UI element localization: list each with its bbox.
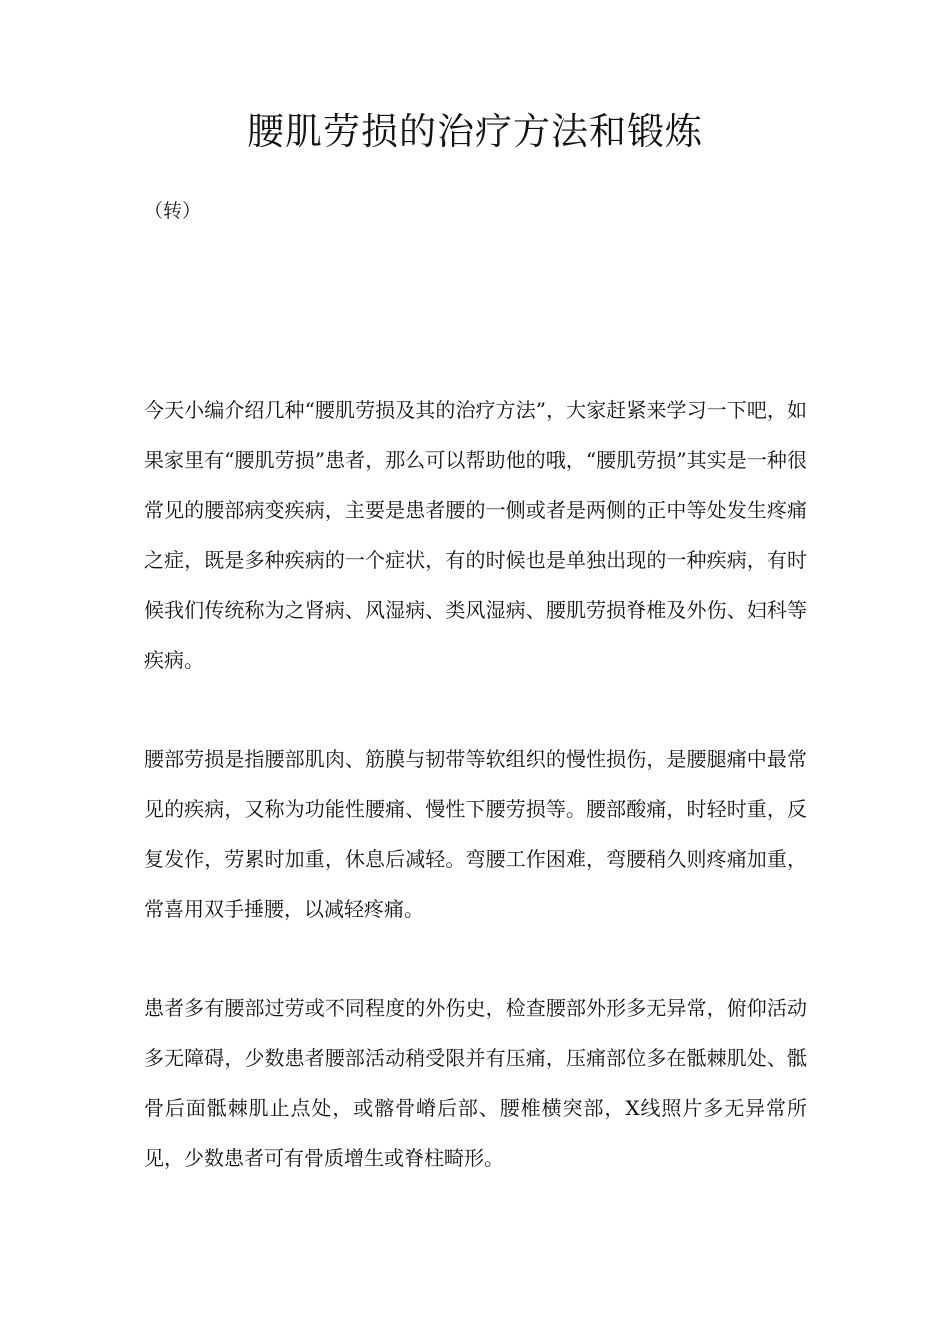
paragraph-1: 今天小编介绍几种“腰肌劳损及其的治疗方法”，大家赶紧来学习一下吧，如果家里有“腰肌劳损”患者，那么可以帮助他的哦，“腰肌劳损”其实是一种很常见的腰部病变疾病，主要是患者腰的一侧或者是两侧的正中等处发生疼痛之症，既是多种疾病的一个症状，有的时候也是单独出现的一种疾病，有时候我们传统称为之肾病、风湿病、类风湿病、腰肌劳损脊椎及外伤、妇科等疾病。 — [144, 398, 807, 672]
paragraph-2: 腰部劳损是指腰部肌肉、筋膜与韧带等软组织的慢性损伤，是腰腿痛中最常见的疾病，又称为功能性腰痛、慢性下腰劳损等。腰部酸痛，时轻时重，反复发作，劳累时加重，休息后减轻。弯腰工作困难，弯腰稍久则疼痛加重，常喜用双手捶腰，以减轻疼痛。 — [144, 747, 807, 921]
paragraph-3: 患者多有腰部过劳或不同程度的外伤史，检查腰部外形多无异常，俯仰活动多无障碍，少数患者腰部活动稍受限并有压痛，压痛部位多在骶棘肌处、骶骨后面骶棘肌止点处，或髂骨嵴后部、腰椎横突部，X线照片多无异常所见，少数患者可有骨质增生或脊柱畸形。 — [144, 996, 807, 1170]
repost-mark: （转） — [144, 200, 202, 222]
document-title: 腰肌劳损的治疗方法和锻炼 — [247, 110, 703, 153]
